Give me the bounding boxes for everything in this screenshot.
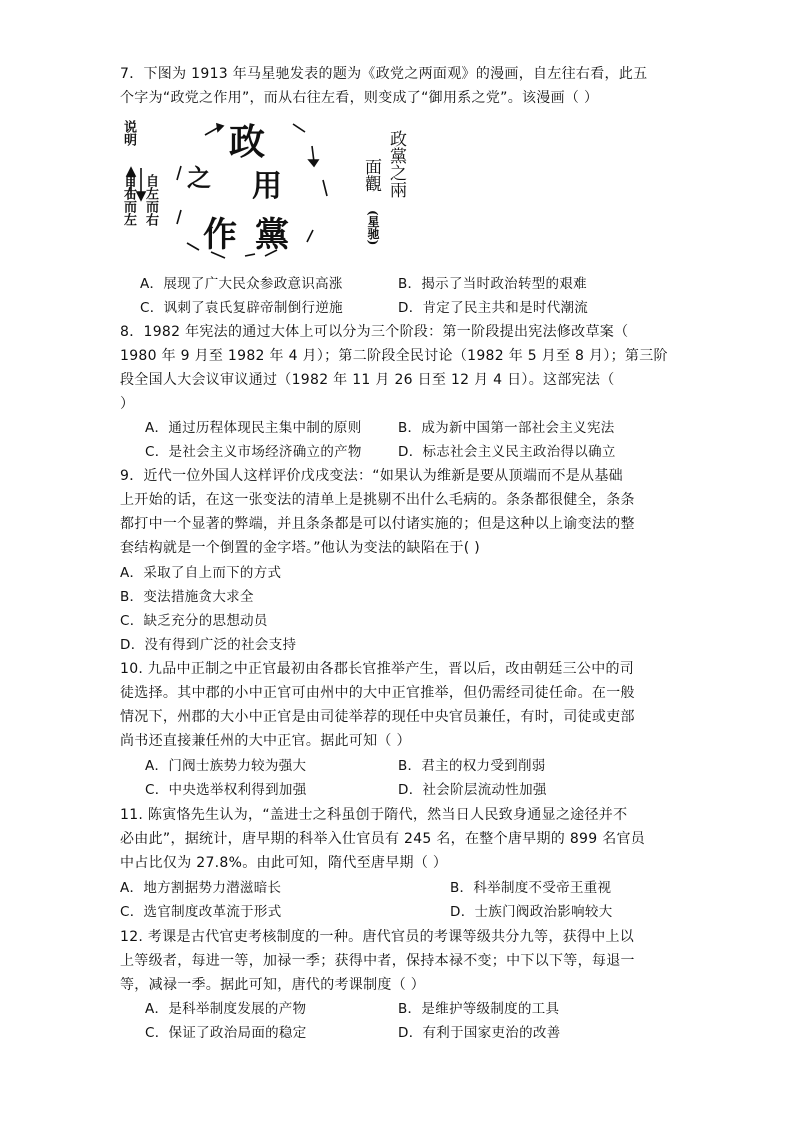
q12-option-d: D．有利于国家吏治的改善 — [398, 1025, 561, 1041]
q8-option-d: D．标志社会主义民主政治得以确立 — [398, 444, 616, 460]
cartoon-caption-1: 说明 — [121, 120, 136, 146]
cartoon-title-2: 面觀 — [361, 158, 381, 192]
q8-line-4: ） — [120, 396, 135, 412]
q8-line-3: 段全国人大会议审议通过（1982 年 11 月 26 日至 12 月 4 日）。这部宪法（ — [120, 372, 615, 388]
q10-line-4: 尚书还直接兼任州的大中正官。据此可知（ ） — [120, 733, 411, 749]
q9-option-b: B．变法措施贪大求全 — [120, 589, 254, 605]
q10-option-b: B．君主的权力受到削弱 — [398, 758, 546, 774]
q9-line-3: 都打中一个显著的弊端，并且条条都是可以付诸实施的；但是这种以上谕变法的整 — [120, 516, 635, 532]
cartoon-char-bottom-right: 黨 — [255, 215, 289, 255]
q7-option-a: A．展现了广大民众参政意识高涨 — [140, 276, 343, 292]
cartoon-char-top: 政 — [229, 121, 266, 163]
q8-option-b: B．成为新中国第一部社会主义宪法 — [398, 420, 615, 436]
q7-option-c: C．讽刺了袁氏复辟帝制倒行逆施 — [140, 300, 343, 316]
q12-line-1: 12. 考课是古代官吏考核制度的一种。唐代官员的考课等级共分九等，获得中上以 — [120, 929, 635, 945]
q9-option-c: C．缺乏充分的思想动员 — [120, 613, 268, 629]
q7-option-b: B．揭示了当时政治转型的艰难 — [398, 276, 587, 292]
q10-line-2: 徒选择。其中郡的小中正官可由州中的大中正官推举，但仍需经司徒任命。在一般 — [120, 685, 635, 701]
q10-option-c: C．中央选举权利得到加强 — [145, 782, 307, 798]
q9-option-d: D．没有得到广泛的社会支持 — [120, 637, 297, 653]
q11-option-c: C．选官制度改革流于形式 — [120, 904, 282, 920]
q9-option-a: A．采取了自上而下的方式 — [120, 565, 282, 581]
q11-option-d: D．士族门阀政治影响较大 — [450, 904, 613, 920]
q9-line-4: 套结构就是一个倒置的金字塔。”他认为变法的缺陷在于( ) — [120, 540, 481, 556]
cartoon-char-center: 用 — [252, 169, 282, 204]
q9-line-2: 上开始的话，在这一张变法的清单上是挑剔不出什么毛病的。条条都很健全，条条 — [120, 492, 635, 508]
q7-line-2: 个字为“政党之作用”，而从右往左看，则变成了“御用系之党”。该漫画（ ） — [120, 90, 599, 106]
cartoon-caption-3: 自左而右 — [143, 174, 158, 226]
q7-line-1: 7．下图为 1913 年马星驰发表的题为《政党之两面观》的漫画，自左往右看，此五 — [120, 66, 648, 82]
q10-line-3: 情况下，州郡的大小中正官是由司徒举荐的现任中央官员兼任，有时，司徒或吏部 — [120, 709, 635, 725]
cartoon-char-left: 之 — [187, 163, 211, 192]
cartoon-image — [117, 118, 412, 263]
q10-line-1: 10. 九品中正制之中正官最初由各郡长官推举产生，晋以后，改由朝廷三公中的司 — [120, 661, 635, 677]
q8-option-c: C．是社会主义市场经济确立的产物 — [145, 444, 362, 460]
q11-option-b: B．科举制度不受帝王重视 — [450, 880, 612, 896]
q11-line-1: 11. 陈寅恪先生认为，“盖进士之科虽创于隋代，然当日人民致身通显之途径并不 — [120, 807, 628, 823]
cartoon-char-bottom-left: 作 — [203, 215, 237, 255]
q11-option-a: A．地方割据势力潜滋暗长 — [120, 880, 282, 896]
q12-line-2: 上等级者，每进一等，加禄一季；获得中者，保持本禄不变；中下以下等，每退一 — [120, 953, 635, 969]
q12-option-b: B．是维护等级制度的工具 — [398, 1001, 560, 1017]
q10-option-d: D．社会阶层流动性加强 — [398, 782, 547, 798]
cartoon-title-1: 政黨之兩 — [386, 130, 406, 198]
q8-option-a: A．通过历程体现民主集中制的原则 — [145, 420, 362, 436]
q12-line-3: 等，减禄一季。据此可知，唐代的考课制度（ ） — [120, 977, 426, 993]
q7-option-d: D．肯定了民主共和是时代潮流 — [398, 300, 589, 316]
q10-option-a: A．门阀士族势力较为强大 — [145, 758, 307, 774]
q9-line-1: 9．近代一位外国人这样评价戊戌变法：“如果认为维新是要从顶端而不是从基础 — [120, 468, 623, 484]
cartoon-caption-2: 自右而左 — [121, 174, 136, 226]
q12-option-a: A．是科举制度发展的产物 — [145, 1001, 307, 1017]
q8-line-2: 1980 年 9 月至 1982 年 4 月）；第二阶段全民讨论（1982 年 5 月至 8 月）；第三阶 — [120, 348, 668, 364]
q11-line-3: 中占比仅为 27.8%。由此可知，隋代至唐早期（ ） — [120, 855, 448, 871]
cartoon-signature: (星驰) — [366, 210, 380, 246]
q11-line-2: 必由此”，据统计，唐早期的科举入仕官员有 245 名，在整个唐早期的 899 名官员 — [120, 831, 646, 847]
q8-line-1: 8．1982 年宪法的通过大体上可以分为三个阶段：第一阶段提出宪法修改草案（ — [120, 324, 629, 340]
q12-option-c: C．保证了政治局面的稳定 — [145, 1025, 307, 1041]
